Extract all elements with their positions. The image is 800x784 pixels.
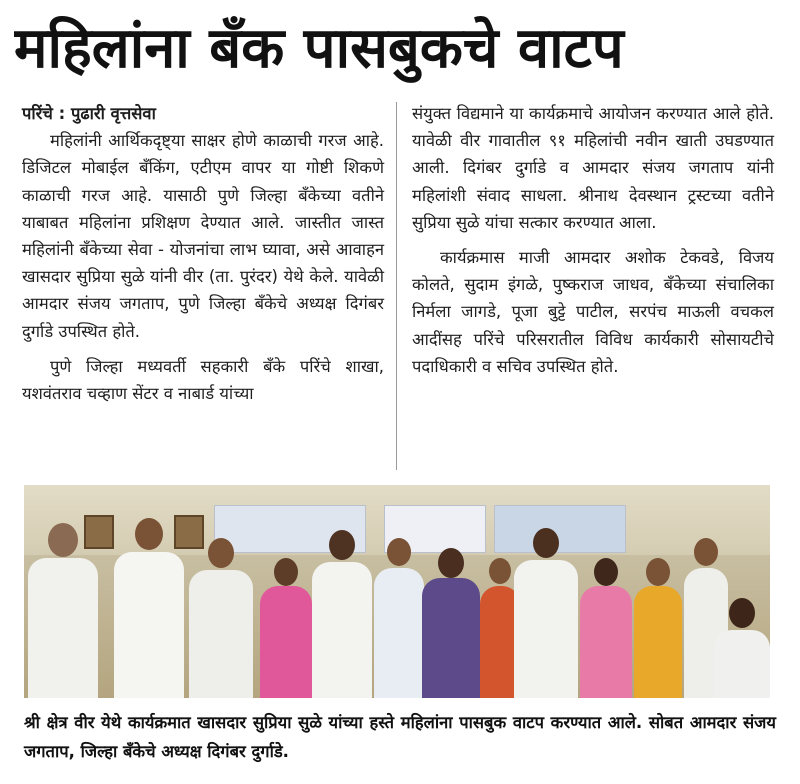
person-figure xyxy=(580,558,632,698)
person-figure xyxy=(189,538,253,698)
left-paragraph-2: पुणे जिल्हा मध्यवर्ती सहकारी बँके परिंचे शाखा, यशवंतराव चव्हाण सेंटर व नाबार्ड यांच्या xyxy=(22,356,384,404)
person-figure xyxy=(260,558,312,698)
dateline: परिंचे : पुढारी वृत्तसेवा xyxy=(22,104,156,123)
right-paragraph-2: कार्यक्रमास माजी आमदार अशोक टेकवडे, विजय कोलते, सुदाम इंगळे, पुष्कराज जाधव, बँकेच्या संचालिका निर्मला जागडे, पूजा बुट्टे पाटील, सरपंच माऊली वचकल आदींसह परिंचे परिसरातील विविध कार्यकारी सोसायटीचे पदाधिकारी व सचिव उपस्थित होते. xyxy=(412,248,774,376)
person-figure xyxy=(28,523,98,698)
left-paragraph-1: महिलांनी आर्थिकदृष्ट्या साक्षर होणे काळाची गरज आहे. डिजिटल मोबाईल बँकिंग, एटीएम वापर या गोष्टी शिकणे काळाची गरज आहे. यासाठी पुणे जिल्हा बँकेच्या वतीने याबाबत महिलांना प्रशिक्षण देण्यात आले. जास्तीत जास्त महिलांनी बँकेच्या सेवा - योजनांचा लाभ घ्यावा, असे आवाहन खासदार सुप्रिया सुळे यांनी वीर (ता. पुरंदर) येथे केले. यावेळी आमदार संजय जगताप, पुणे जिल्हा बँकेचे अध्यक्ष दिगंबर दुर्गाडे उपस्थित होते. xyxy=(22,131,384,341)
headline: महिलांना बँक पासबुकचे वाटप xyxy=(14,16,624,81)
column-divider xyxy=(396,102,397,470)
right-paragraph-1: संयुक्त विद्यमाने या कार्यक्रमाचे आयोजन करण्यात आले होते. यावेळी वीर गावातील ९१ महिलांची नवीन खाती उघडण्यात आली. दिगंबर दुर्गाडे व आमदार संजय जगताप यांनी महिलांशी संवाद साधला. श्रीनाथ देवस्थान ट्रस्टच्या वतीने सुप्रिया सुळे यांचा सत्कार करण्यात आला. xyxy=(412,104,774,232)
person-figure xyxy=(634,558,682,698)
person-figure xyxy=(374,538,424,698)
person-figure xyxy=(714,598,770,698)
event-photo xyxy=(24,485,770,698)
person-figure xyxy=(312,530,372,698)
person-figure xyxy=(514,528,578,698)
article-column-left xyxy=(22,100,384,407)
article-column-right xyxy=(412,100,774,380)
person-figure xyxy=(114,518,184,698)
photo-caption: श्री क्षेत्र वीर येथे कार्यक्रमात खासदार सुप्रिया सुळे यांच्या हस्ते महिलांना पासबुक वाटप करण्यात आले. सोबत आमदार संजय जगताप, जिल्हा बँकेचे अध्यक्ष दिगंबर दुर्गाडे. xyxy=(24,713,776,761)
person-figure xyxy=(422,548,480,698)
